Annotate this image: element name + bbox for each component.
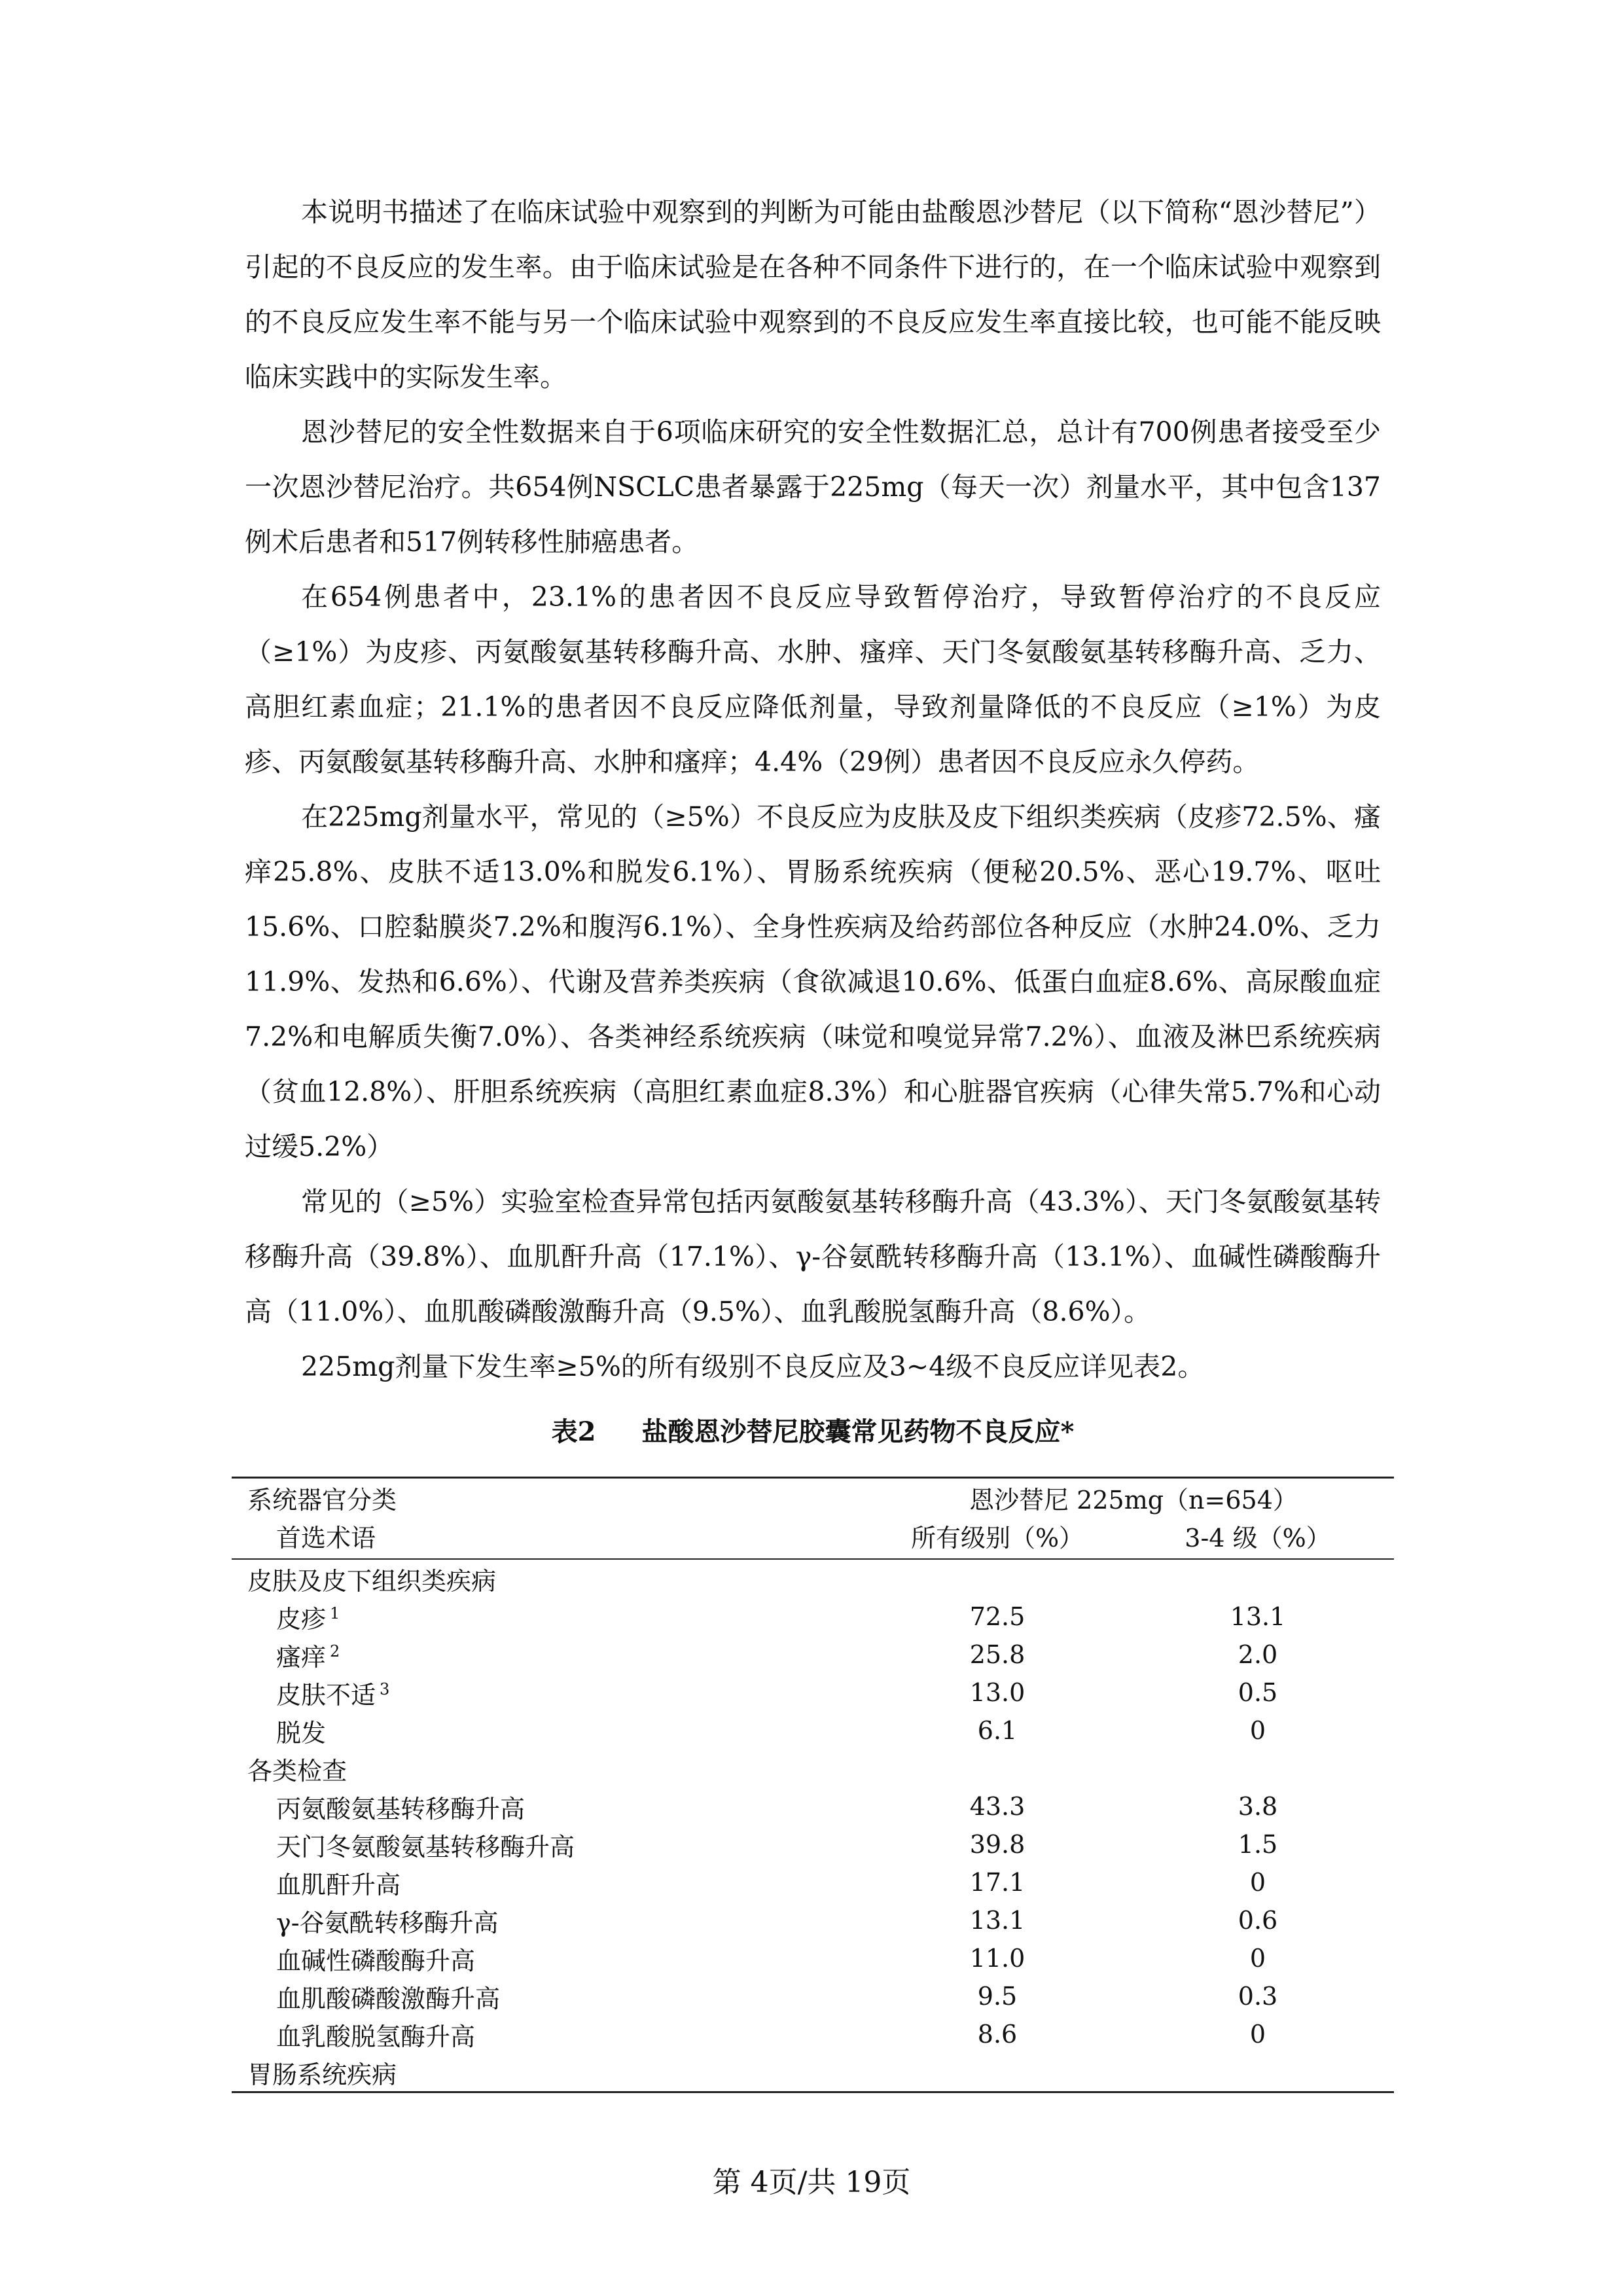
grade-3-4-cell: 0	[1249, 1944, 1266, 1973]
header-grade-3-4: 3-4 级（%）	[1185, 1523, 1331, 1552]
grade-3-4-cell: 3.8	[1238, 1792, 1278, 1821]
term-cell	[232, 1903, 873, 1939]
term-text: 胃肠系统疾病	[247, 2060, 397, 2089]
category-label	[232, 1751, 873, 1787]
term-cell	[232, 1789, 873, 1825]
paragraph: 本说明书描述了在临床试验中观察到的判断为可能由盐酸恩沙替尼（以下简称“恩沙替尼”）引起的不良反应的发生率。由于临床试验是在各种不同条件下进行的，在一个临床试验中观察到的不良反应发生率不能与另一个临床试验中观察到的不良反应发生率直接比较，也可能不能反映临床实践中的实际发生率。	[245, 196, 1381, 393]
term-text: 各类检查	[247, 1756, 348, 1785]
table-row	[232, 1787, 1394, 1825]
term-text: 皮肤不适	[276, 1680, 376, 1710]
term-cell	[232, 1713, 873, 1749]
body-text	[245, 185, 1381, 1394]
table-caption	[245, 1412, 1381, 1452]
all-grades-cell: 6.1	[977, 1716, 1018, 1745]
term-text: 脱发	[276, 1718, 327, 1748]
header-all-grades: 所有级别（%）	[910, 1523, 1084, 1552]
all-grades-cell: 39.8	[969, 1830, 1026, 1859]
term-text: 血乳酸脱氢酶升高	[276, 2022, 476, 2051]
term-cell	[232, 1827, 873, 1863]
table-category-row	[232, 2053, 1394, 2091]
term-cell	[232, 1941, 873, 1977]
paragraph: 225mg剂量下发生率≥5%的所有级别不良反应及3~4级不良反应详见表2。	[301, 1351, 1205, 1382]
page-footer: 第 4页/共 19页	[712, 2166, 911, 2199]
all-grades-cell: 11.0	[969, 1944, 1026, 1973]
term-text: γ-谷氨酰转移酶升高	[276, 1908, 499, 1937]
table-category-row	[232, 1749, 1394, 1787]
term-text: 血碱性磷酸酶升高	[276, 1946, 476, 1975]
all-grades-cell: 13.1	[969, 1906, 1026, 1935]
paragraph: 在654例患者中，23.1%的患者因不良反应导致暂停治疗，导致暂停治疗的不良反应（≥1%）为皮疹、丙氨酸氨基转移酶升高、水肿、瘙痒、天门冬氨酸氨基转移酶升高、乏力、高胆红素血症；21.1%的患者因不良反应降低剂量，导致剂量降低的不良反应（≥1%）为皮疹、丙氨酸氨基转移酶升高、水肿和瘙痒；4.4%（29例）患者因不良反应永久停药。	[245, 581, 1381, 778]
grade-3-4-cell: 0.3	[1238, 1982, 1278, 2011]
table-body	[232, 1560, 1394, 2091]
header-drug-group: 恩沙替尼 225mg（n=654）	[969, 1485, 1298, 1515]
footnote-marker: 2	[330, 1641, 340, 1660]
all-grades-cell: 72.5	[969, 1602, 1026, 1631]
term-cell	[232, 1979, 873, 2015]
table-row	[232, 1901, 1394, 1939]
all-grades-cell: 17.1	[969, 1868, 1026, 1897]
table-row	[232, 1825, 1394, 1863]
table-row	[232, 1863, 1394, 1901]
grade-3-4-cell: 2.0	[1238, 1640, 1278, 1669]
category-label	[232, 1561, 873, 1597]
all-grades-cell: 9.5	[977, 1982, 1018, 2011]
grade-3-4-cell: 0.6	[1238, 1906, 1278, 1935]
grade-3-4-cell: 13.1	[1230, 1602, 1286, 1631]
footnote-marker: 1	[330, 1604, 340, 1623]
table-header	[232, 1479, 1394, 1560]
table-row	[232, 1674, 1394, 1712]
grade-3-4-cell: 0	[1249, 1868, 1266, 1897]
term-text: 皮疹	[276, 1604, 327, 1634]
header-soc: 系统器官分类	[247, 1485, 397, 1515]
table-row	[232, 1977, 1394, 2015]
all-grades-cell: 25.8	[969, 1640, 1026, 1669]
term-cell	[232, 1675, 873, 1711]
term-cell	[232, 1599, 873, 1635]
term-text: 血肌酸磷酸激酶升高	[276, 1984, 501, 2013]
table-number: 表2	[551, 1416, 596, 1447]
table-category-row	[232, 1560, 1394, 1598]
all-grades-cell: 13.0	[969, 1678, 1026, 1707]
grade-3-4-cell: 1.5	[1238, 1830, 1278, 1859]
paragraph: 恩沙替尼的安全性数据来自于6项临床研究的安全性数据汇总，总计有700例患者接受至少一次恩沙替尼治疗。共654例NSCLC患者暴露于225mg（每天一次）剂量水平，其中包含137例术后患者和517例转移性肺癌患者。	[245, 416, 1381, 558]
term-cell	[232, 1865, 873, 1901]
table-row	[232, 1598, 1394, 1636]
term-cell	[232, 1637, 873, 1673]
term-text: 丙氨酸氨基转移酶升高	[276, 1794, 526, 1823]
grade-3-4-cell: 0	[1249, 1716, 1266, 1745]
term-text: 血肌酐升高	[276, 1870, 401, 1899]
term-cell	[232, 2017, 873, 2053]
table-row	[232, 2015, 1394, 2053]
paragraph: 常见的（≥5%）实验室检查异常包括丙氨酸氨基转移酶升高（43.3%）、天门冬氨酸氨基转移酶升高（39.8%）、血肌酐升高（17.1%）、γ-谷氨酰转移酶升高（13.1%）、血碱性磷酸酶升高（11.0%）、血肌酸磷酸激酶升高（9.5%）、血乳酸脱氢酶升高（8.6%）。	[245, 1186, 1381, 1327]
header-preferred-term: 首选术语	[276, 1523, 376, 1552]
table-title: 盐酸恩沙替尼胶囊常见药物不良反应*	[641, 1416, 1075, 1447]
term-text: 皮肤及皮下组织类疾病	[247, 1566, 497, 1596]
table-row	[232, 1636, 1394, 1674]
adverse-reaction-table	[232, 1477, 1394, 2093]
table-row	[232, 1712, 1394, 1749]
grade-3-4-cell: 0.5	[1238, 1678, 1278, 1707]
footnote-marker: 3	[380, 1679, 390, 1698]
all-grades-cell: 8.6	[977, 2020, 1018, 2049]
term-text: 天门冬氨酸氨基转移酶升高	[276, 1832, 575, 1861]
paragraph: 在225mg剂量水平，常见的（≥5%）不良反应为皮肤及皮下组织类疾病（皮疹72.5%、瘙痒25.8%、皮肤不适13.0%和脱发6.1%）、胃肠系统疾病（便秘20.5%、恶心19.7%、呕吐15.6%、口腔黏膜炎7.2%和腹泻6.1%）、全身性疾病及给药部位各种反应（水肿24.0%、乏力11.9%、发热和6.6%）、代谢及营养类疾病（食欲减退10.6%、低蛋白血症8.6%、高尿酸血症7.2%和电解质失衡7.0%）、各类神经系统疾病（味觉和嗅觉异常7.2%）、血液及淋巴系统疾病（贫血12.8%）、肝胆系统疾病（高胆红素血症8.3%）和心脏器官疾病（心律失常5.7%和心动过缓5.2%）	[245, 801, 1381, 1162]
term-text: 瘙痒	[276, 1642, 327, 1672]
category-label	[232, 2054, 873, 2090]
all-grades-cell: 43.3	[969, 1792, 1026, 1821]
grade-3-4-cell: 0	[1249, 2020, 1266, 2049]
table-row	[232, 1939, 1394, 1977]
